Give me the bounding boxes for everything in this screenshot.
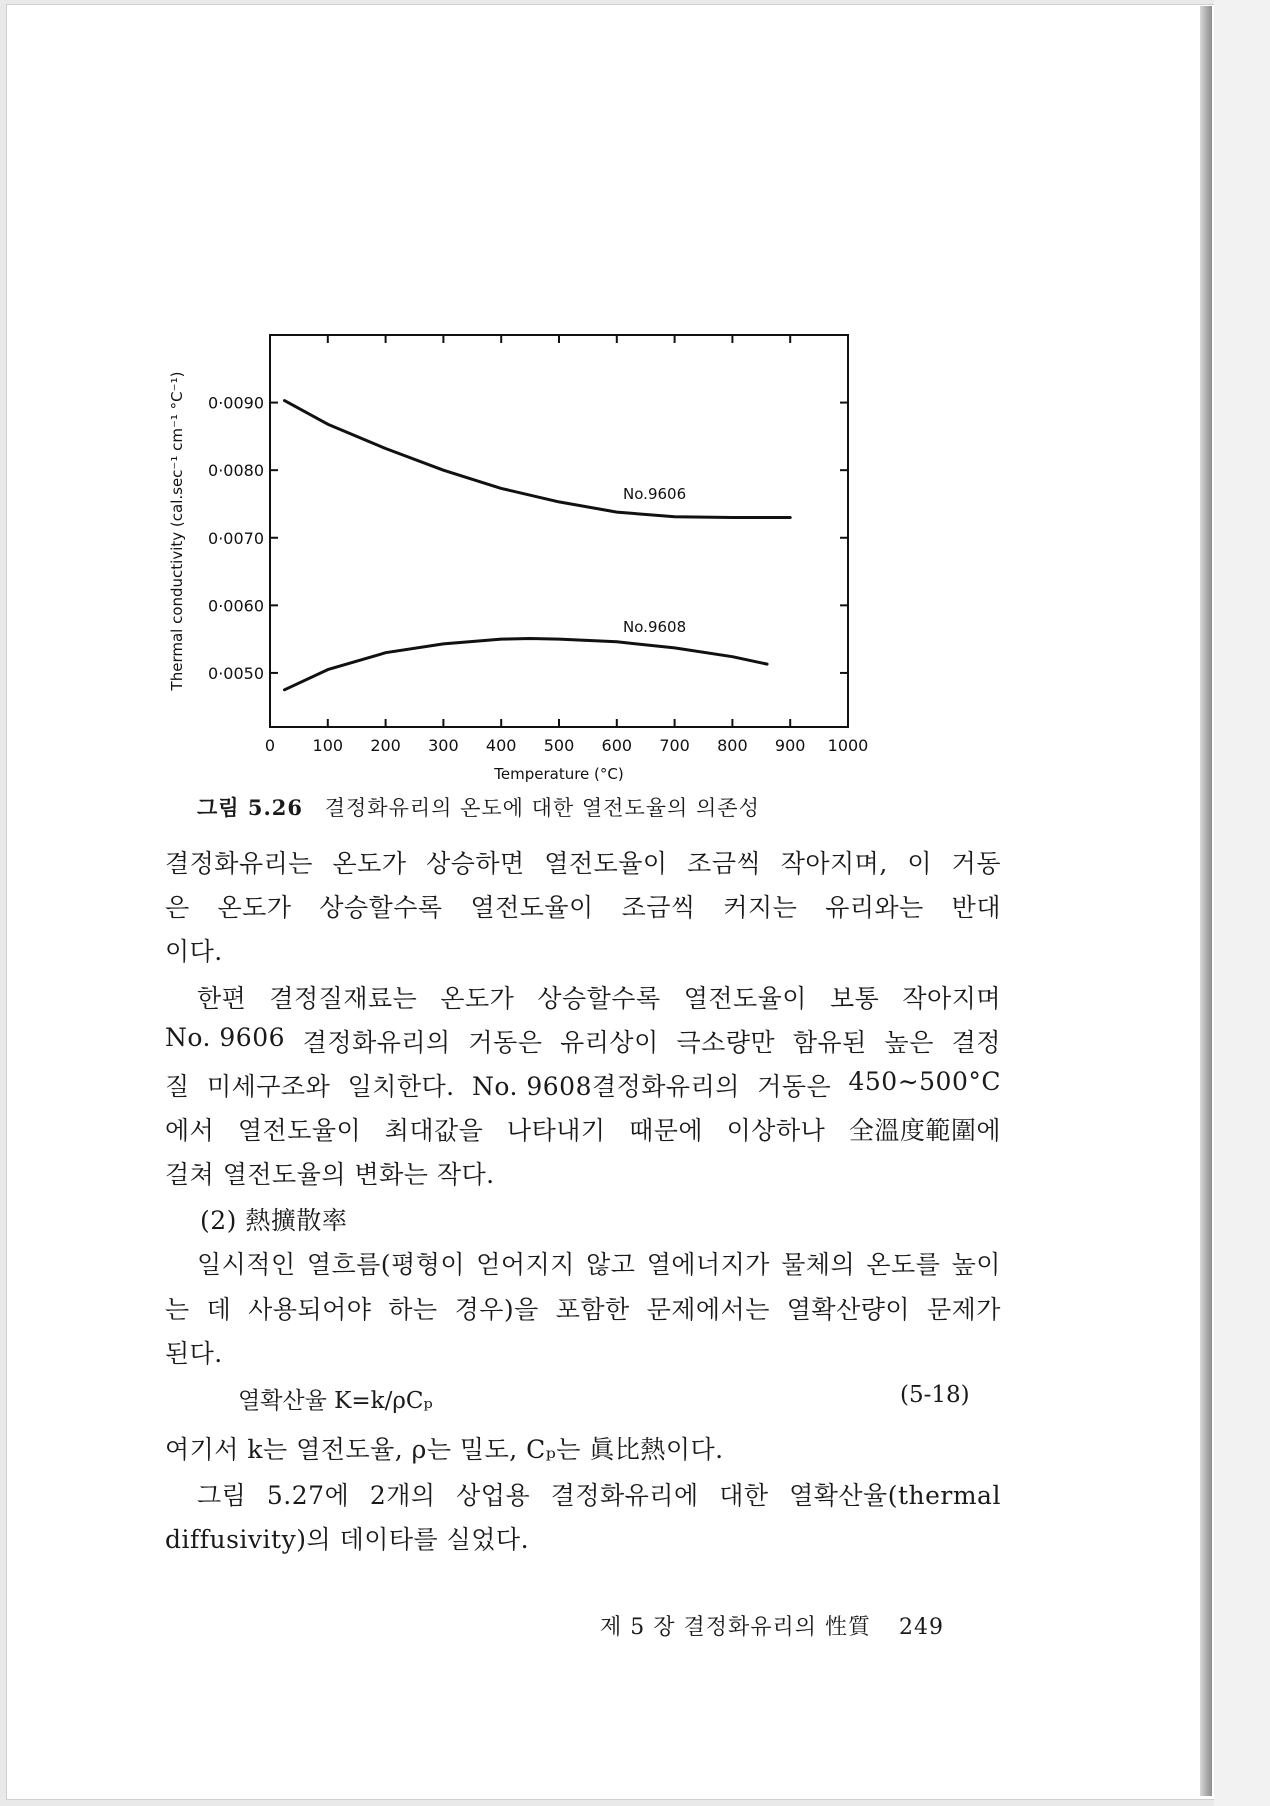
series-label: No.9606 <box>623 484 687 503</box>
y-tick-label: 0·0060 <box>208 596 264 616</box>
word: 결정화유리에 <box>550 1481 699 1510</box>
word: 사용되어야 <box>248 1295 372 1324</box>
word: 문제에서는 <box>646 1295 770 1324</box>
series-label: No.9608 <box>623 617 687 636</box>
word: 질 <box>165 1072 190 1101</box>
word: 조금씩 <box>687 849 762 878</box>
word: 보통 <box>830 984 880 1013</box>
word: 결정 <box>951 1028 1001 1057</box>
chapter-title: 제 5 장 결정화유리의 性質 <box>600 1615 871 1640</box>
word: 거동은 <box>468 1028 543 1057</box>
x-tick-label: 300 <box>428 736 459 755</box>
word: 얻어지지 <box>476 1250 575 1279</box>
word: 일치한다. <box>347 1072 455 1101</box>
word: 2개의 <box>369 1481 436 1510</box>
word: 상승할수록 <box>537 984 661 1013</box>
x-tick-label: 100 <box>312 736 344 755</box>
page-edge <box>1200 6 1212 1796</box>
y-tick-label: 0·0090 <box>208 393 264 413</box>
paragraph2-line3 <box>165 1067 1001 1103</box>
word: 대한 <box>719 1481 769 1510</box>
word: 반대 <box>951 893 1001 922</box>
word: 열전도율이 <box>470 893 594 922</box>
word: 결정화유리의 <box>302 1028 451 1057</box>
paragraph2-line4 <box>165 1111 1001 1147</box>
paragraph2-line5: 걸쳐 열전도율의 변화는 작다. <box>165 1160 495 1189</box>
word: 작아지며 <box>902 984 1001 1013</box>
viewer-margin <box>1214 0 1270 1806</box>
word: 열전도율이 <box>237 1116 362 1145</box>
word: 데 <box>206 1295 232 1324</box>
x-tick-label: 700 <box>659 736 690 755</box>
word: No. 9606 <box>165 1023 286 1052</box>
word: 거동 <box>951 849 1001 878</box>
word: 그림 <box>197 1481 247 1510</box>
paragraph3-line1 <box>197 1245 1001 1281</box>
word: 열에너지가 <box>646 1250 770 1279</box>
y-tick-label: 0·0070 <box>208 528 264 548</box>
formula-label: 열확산율 K=k/ρCₚ <box>238 1388 433 1414</box>
word: 한편 <box>197 984 247 1013</box>
word: 일시적인 <box>197 1250 296 1279</box>
word: 450∼500°C <box>848 1067 1001 1096</box>
word: 않고 <box>586 1250 636 1279</box>
paragraph5-line2: diffusivity)의 데이타를 실었다. <box>165 1525 530 1554</box>
word: 상업용 <box>456 1481 531 1510</box>
word: 이상하나 <box>726 1116 826 1145</box>
word: No. 9608결정화유리의 <box>471 1072 740 1101</box>
word: 조금씩 <box>621 893 696 922</box>
word: 5.27에 <box>266 1481 350 1510</box>
paragraph1-line1 <box>165 844 1001 880</box>
figure-caption <box>197 792 997 822</box>
word: 문제가 <box>926 1295 1001 1324</box>
word: 포함한 <box>555 1295 630 1324</box>
word: 높이 <box>951 1250 1001 1279</box>
x-tick-label: 0 <box>264 736 276 755</box>
word: 열전도율이 <box>683 984 807 1013</box>
x-tick-label: 600 <box>601 736 633 755</box>
word: 함유된 <box>792 1028 867 1057</box>
paragraph2-line1 <box>197 979 1001 1015</box>
word: 최대값을 <box>384 1116 484 1145</box>
section-heading: (2) 熱擴散率 <box>200 1206 348 1235</box>
word: 은 <box>165 893 190 922</box>
word: 미세구조와 <box>206 1072 331 1101</box>
word: 열확산율(thermal <box>789 1481 1001 1510</box>
word: 에서 <box>165 1116 215 1145</box>
word: 결정화유리는 <box>165 849 313 878</box>
figure-number: 그림 5.26 <box>197 795 304 820</box>
x-tick-label: 500 <box>543 736 575 755</box>
word: 극소량만 <box>676 1028 776 1057</box>
word: 온도가 <box>217 893 292 922</box>
series-line-1 <box>285 639 768 690</box>
word: 경우)을 <box>454 1295 539 1324</box>
word: 거동은 <box>757 1072 832 1101</box>
word: 나타내기 <box>506 1116 606 1145</box>
word: 열확산량이 <box>786 1295 911 1324</box>
word: 작아지며, <box>780 849 888 878</box>
word: 온도가 <box>440 984 515 1013</box>
y-tick-label: 0·0080 <box>208 461 264 481</box>
chart-svg <box>160 325 1010 785</box>
formula-number: (5-18) <box>900 1382 970 1408</box>
word: 유리와는 <box>825 893 924 922</box>
word: 결정질재료는 <box>269 984 418 1013</box>
word: 열흐름(평형이 <box>306 1250 466 1279</box>
y-tick-label: 0·0050 <box>208 663 264 683</box>
x-tick-label: 200 <box>370 736 401 755</box>
x-tick-label: 1000 <box>827 736 869 755</box>
y-axis-label: Thermal conductivity (cal.sec⁻¹ cm⁻¹ °C⁻¹) <box>168 371 186 691</box>
word: 全溫度範圍에 <box>848 1116 1001 1145</box>
paragraph3-line2 <box>165 1290 1001 1326</box>
word: 이 <box>907 849 933 878</box>
page-number: 249 <box>899 1615 944 1640</box>
word: 상승할수록 <box>319 893 443 922</box>
word: 온도가 <box>332 849 407 878</box>
word: 때문에 <box>629 1116 704 1145</box>
paragraph5-line1 <box>197 1476 1001 1512</box>
word: 커지는 <box>723 893 798 922</box>
paragraph1-line3: 이다. <box>165 937 223 966</box>
thermal-conductivity-chart <box>160 325 1010 785</box>
paragraph2-line2 <box>165 1023 1001 1059</box>
figure-caption-text: 결정화유리의 온도에 대한 열전도율의 의존성 <box>324 796 760 820</box>
page-footer <box>600 1610 944 1641</box>
paragraph1-line2 <box>165 888 1001 924</box>
x-tick-label: 400 <box>485 736 517 755</box>
x-tick-label: 800 <box>717 736 748 755</box>
word: 온도를 <box>866 1250 941 1279</box>
series-line-0 <box>285 401 791 518</box>
paragraph4-line1: 여기서 k는 열전도율, ρ는 밀도, Cₚ는 眞比熱이다. <box>165 1435 724 1464</box>
paragraph3-line3: 된다. <box>165 1339 223 1368</box>
x-tick-label: 900 <box>774 736 806 755</box>
word: 는 <box>165 1295 190 1324</box>
word: 열전도율이 <box>544 849 668 878</box>
word: 하는 <box>388 1295 438 1324</box>
x-axis-label: Temperature (°C) <box>494 765 624 783</box>
plot-frame <box>270 335 848 727</box>
word: 물체의 <box>781 1250 856 1279</box>
word: 상승하면 <box>426 849 525 878</box>
word: 높은 <box>884 1028 934 1057</box>
word: 유리상이 <box>560 1028 659 1057</box>
